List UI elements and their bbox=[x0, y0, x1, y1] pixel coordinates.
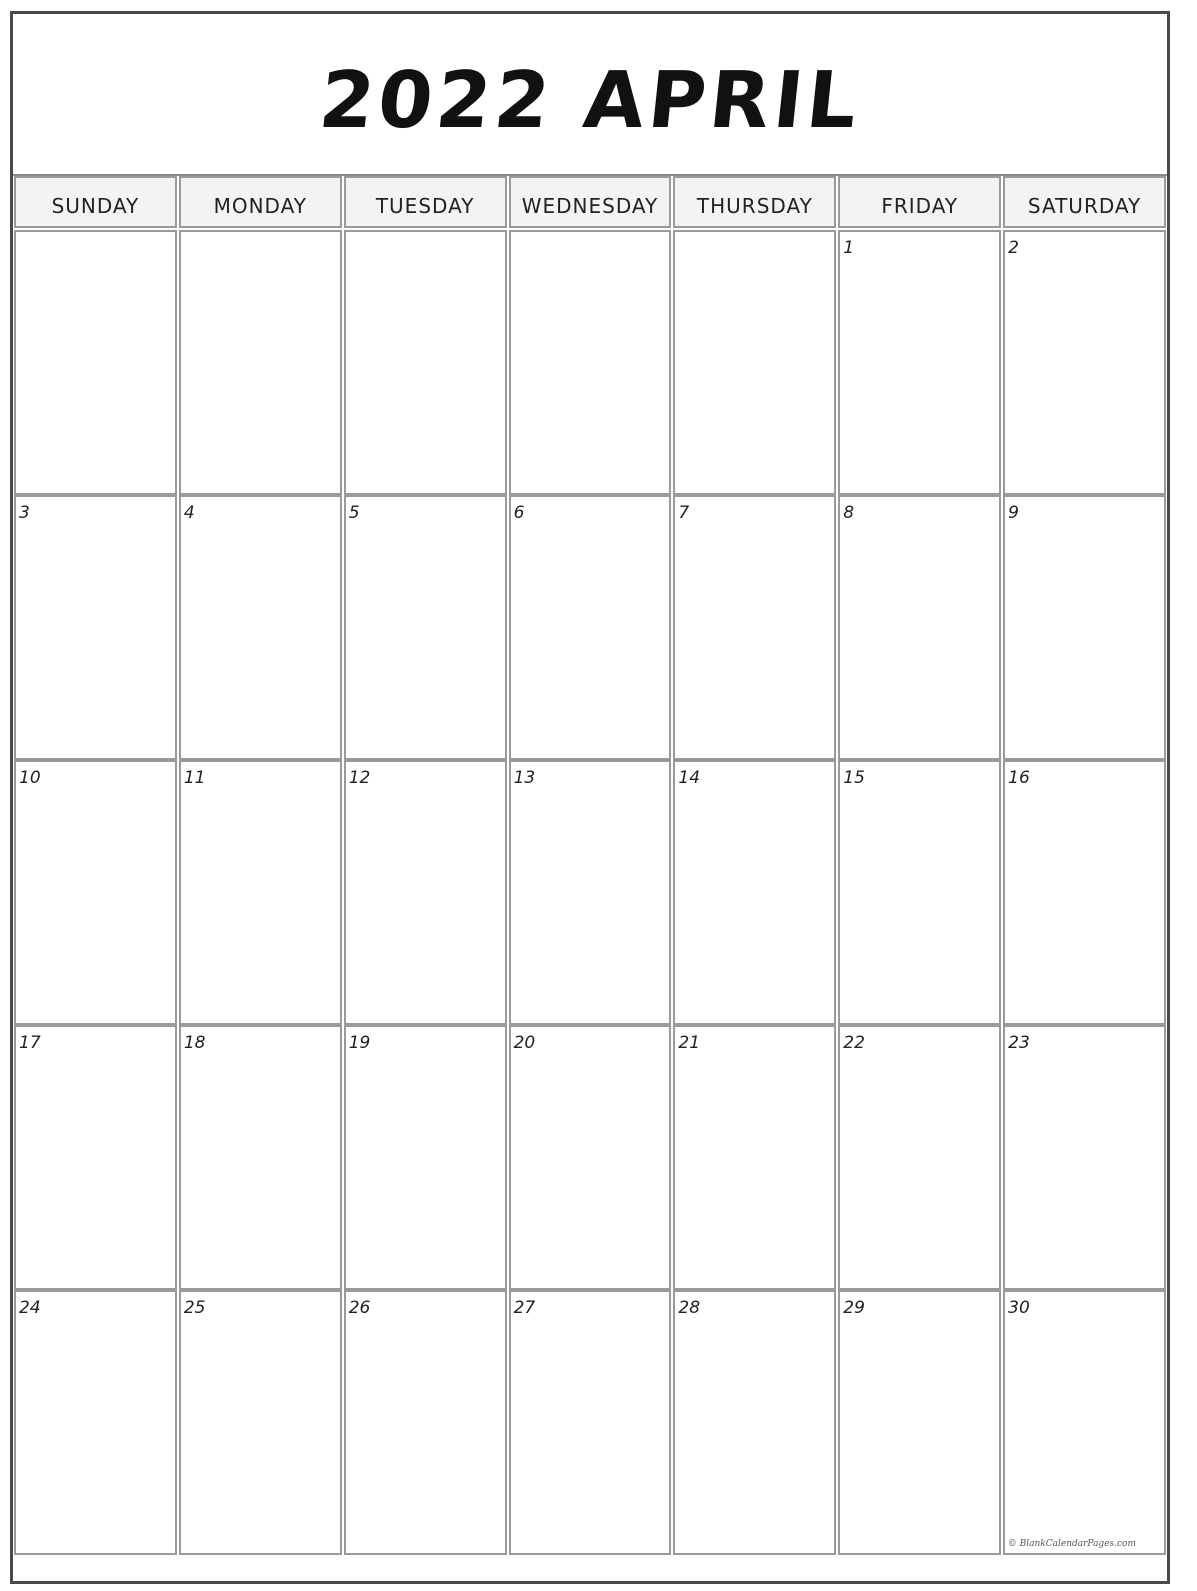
calendar-weeks bbox=[13, 230, 1167, 1555]
day-cell bbox=[673, 1025, 836, 1290]
day-cell bbox=[509, 1290, 672, 1555]
day-number: 25 bbox=[183, 1298, 206, 1318]
day-cell bbox=[179, 1025, 342, 1290]
day-number: 21 bbox=[678, 1033, 701, 1053]
day-number: 28 bbox=[678, 1298, 701, 1318]
day-cell bbox=[344, 760, 507, 1025]
day-number: 3 bbox=[19, 503, 30, 523]
day-number: 4 bbox=[183, 503, 195, 523]
day-number: 12 bbox=[348, 768, 371, 788]
day-cell bbox=[1003, 760, 1166, 1025]
day-cell bbox=[14, 1025, 177, 1290]
weekday-monday: MONDAY bbox=[179, 176, 342, 228]
day-cell bbox=[673, 230, 836, 495]
weekday-wednesday: WEDNESDAY bbox=[509, 176, 672, 228]
day-cell bbox=[673, 1290, 836, 1555]
day-cell bbox=[344, 1025, 507, 1290]
day-number: 1 bbox=[843, 238, 855, 258]
day-cell bbox=[838, 1025, 1001, 1290]
day-number: 13 bbox=[513, 768, 536, 788]
credit-text: © BlankCalendarPages.com bbox=[1007, 1539, 1136, 1549]
day-cell bbox=[1003, 230, 1166, 495]
day-cell bbox=[14, 230, 177, 495]
day-cell bbox=[179, 495, 342, 760]
day-cell bbox=[179, 1290, 342, 1555]
day-number: 11 bbox=[183, 768, 206, 788]
day-cell bbox=[14, 1290, 177, 1555]
weekday-sunday: SUNDAY bbox=[14, 176, 177, 228]
day-number: 16 bbox=[1008, 768, 1030, 788]
day-number: 20 bbox=[513, 1033, 536, 1053]
day-cell bbox=[344, 495, 507, 760]
day-number: 18 bbox=[183, 1033, 206, 1053]
title-box bbox=[13, 14, 1167, 176]
day-number: 5 bbox=[348, 503, 360, 523]
day-cell bbox=[838, 760, 1001, 1025]
day-cell bbox=[673, 495, 836, 760]
day-cell bbox=[14, 760, 177, 1025]
day-number: 9 bbox=[1008, 503, 1019, 523]
day-number: 8 bbox=[843, 503, 855, 523]
day-number: 24 bbox=[19, 1298, 41, 1318]
weekday-header-row bbox=[13, 176, 1167, 228]
day-cell bbox=[179, 230, 342, 495]
day-number: 22 bbox=[843, 1033, 865, 1053]
weekday-thursday: THURSDAY bbox=[673, 176, 836, 228]
day-cell bbox=[14, 495, 177, 760]
weekday-friday: FRIDAY bbox=[838, 176, 1001, 228]
day-cell bbox=[1003, 1025, 1166, 1290]
weekday-tuesday: TUESDAY bbox=[344, 176, 507, 228]
day-cell bbox=[1003, 1290, 1166, 1555]
day-cell bbox=[509, 1025, 672, 1290]
day-cell bbox=[1003, 495, 1166, 760]
day-cell bbox=[509, 230, 672, 495]
day-cell bbox=[838, 495, 1001, 760]
day-number: 19 bbox=[348, 1033, 371, 1053]
day-number: 2 bbox=[1008, 238, 1019, 258]
day-number: 29 bbox=[843, 1298, 865, 1318]
weekday-saturday: SATURDAY bbox=[1003, 176, 1166, 228]
day-cell bbox=[838, 1290, 1001, 1555]
calendar-frame bbox=[10, 11, 1170, 1584]
day-number: 10 bbox=[19, 768, 41, 788]
day-cell bbox=[673, 760, 836, 1025]
day-number: 6 bbox=[513, 503, 525, 523]
day-cell bbox=[179, 760, 342, 1025]
day-number: 26 bbox=[348, 1298, 371, 1318]
day-number: 23 bbox=[1008, 1033, 1030, 1053]
day-number: 17 bbox=[19, 1033, 41, 1053]
day-number: 7 bbox=[678, 503, 690, 523]
day-number: 27 bbox=[513, 1298, 536, 1318]
day-cell bbox=[344, 1290, 507, 1555]
day-number: 15 bbox=[843, 768, 865, 788]
day-number: 14 bbox=[678, 768, 701, 788]
calendar-title: 2022 APRIL bbox=[314, 56, 866, 146]
day-cell bbox=[509, 760, 672, 1025]
day-cell bbox=[838, 230, 1001, 495]
day-cell bbox=[344, 230, 507, 495]
day-number: 30 bbox=[1008, 1298, 1030, 1318]
day-cell bbox=[509, 495, 672, 760]
